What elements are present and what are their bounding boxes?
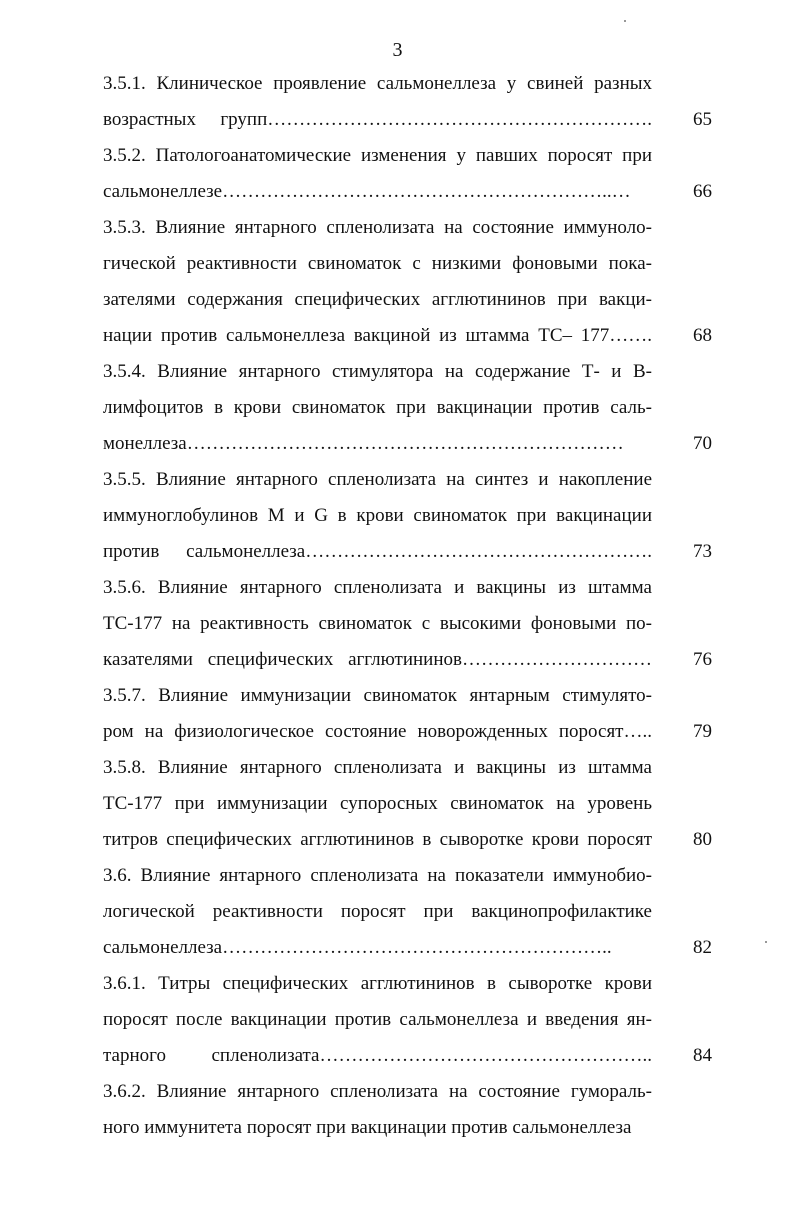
toc-page-ref <box>672 354 712 390</box>
toc-line-text: ром на физиологическое состояние новорожденных поросят….. <box>103 721 652 742</box>
toc-line-text: казателями специфических агглютининов………………………… <box>103 649 652 670</box>
toc-page-ref: 65 <box>693 109 712 130</box>
toc-page-ref: 80 <box>693 829 712 850</box>
toc-page-ref <box>672 966 712 1002</box>
toc-page-ref <box>672 678 712 714</box>
toc-line <box>0 1074 795 1110</box>
toc-page-ref: 68 <box>693 325 712 346</box>
toc-line-text: нации против сальмонеллеза вакциной из штамма ТС– 177……. <box>103 325 652 346</box>
toc-page-ref <box>672 282 712 318</box>
toc-line <box>0 534 795 570</box>
toc-page-ref: 70 <box>693 433 712 454</box>
toc-line-text: логической реактивности поросят при вакцинопрофилактике <box>103 901 652 922</box>
toc-page-ref <box>672 462 712 498</box>
toc-line-text: сальмонеллезе……………………………………………………..… <box>103 181 631 202</box>
scan-speck <box>765 941 767 943</box>
toc-line <box>0 66 795 102</box>
toc-line-text: 3.5.7. Влияние иммунизации свиноматок янтарным стимулято- <box>103 685 652 706</box>
toc-line-text: поросят после вакцинации против сальмонеллеза и введения ян- <box>103 1009 652 1030</box>
toc-line-text: 3.6. Влияние янтарного спленолизата на показатели иммунобио- <box>103 865 652 886</box>
toc-line-text: ТС-177 при иммунизации супоросных свиноматок на уровень <box>103 793 652 814</box>
toc-page-ref <box>672 1074 712 1110</box>
toc-line <box>0 1110 795 1146</box>
toc-line <box>0 1038 795 1074</box>
toc-line <box>0 282 795 318</box>
toc-line <box>0 894 795 930</box>
toc-line-text: 3.5.5. Влияние янтарного спленолизата на синтез и накопление <box>103 469 652 490</box>
toc-page-ref: 66 <box>693 181 712 202</box>
toc-line <box>0 210 795 246</box>
toc-page-ref: 79 <box>693 721 712 742</box>
toc-line-text: лимфоцитов в крови свиноматок при вакцинации против саль- <box>103 397 652 418</box>
toc-line-text: тарного спленолизата…………………………………………….. <box>103 1045 652 1066</box>
toc-page-ref: 73 <box>693 541 712 562</box>
toc-line-text: иммуноглобулинов М и G в крови свиноматок при вакцинации <box>103 505 652 526</box>
toc-line <box>0 714 795 750</box>
toc-line-text: 3.5.8. Влияние янтарного спленолизата и вакцины из штамма <box>103 757 652 778</box>
toc-page-ref <box>672 786 712 822</box>
toc-page-ref: 76 <box>693 649 712 670</box>
toc-line <box>0 570 795 606</box>
toc-line <box>0 858 795 894</box>
toc-page-ref <box>672 498 712 534</box>
toc-page-ref: 84 <box>693 1045 712 1066</box>
toc-line-text: титров специфических агглютининов в сыворотке крови поросят <box>103 829 652 850</box>
page-number: 3 <box>392 39 403 61</box>
toc-line <box>0 138 795 174</box>
toc-line-text: зателями содержания специфических агглютининов при вакци- <box>103 289 652 310</box>
toc-page-ref <box>672 246 712 282</box>
toc-line <box>0 246 795 282</box>
toc-line <box>0 498 795 534</box>
toc-line <box>0 174 795 210</box>
scan-speck <box>624 20 626 22</box>
toc-line <box>0 606 795 642</box>
toc-page-ref <box>672 606 712 642</box>
toc-line <box>0 354 795 390</box>
toc-page-ref <box>672 390 712 426</box>
toc-line <box>0 390 795 426</box>
toc-line-text: 3.5.6. Влияние янтарного спленолизата и вакцины из штамма <box>103 577 652 598</box>
toc-page-ref <box>672 1110 712 1146</box>
toc-line <box>0 318 795 354</box>
toc-line-text: сальмонеллеза…………………………………………………….. <box>103 937 612 958</box>
toc-line <box>0 678 795 714</box>
toc-line <box>0 642 795 678</box>
toc-line <box>0 1002 795 1038</box>
toc-line-text: гической реактивности свиноматок с низкими фоновыми пока- <box>103 253 652 274</box>
toc-line-text: возрастных групп……………………………………………………. <box>103 109 652 130</box>
toc-page-ref <box>672 894 712 930</box>
toc-page-ref <box>672 858 712 894</box>
toc-page-ref <box>672 570 712 606</box>
toc-page-ref <box>672 138 712 174</box>
toc-line <box>0 426 795 462</box>
toc-line-text: 3.5.2. Патологоанатомические изменения у павших поросят при <box>103 145 652 166</box>
toc-page-ref <box>672 1002 712 1038</box>
toc-line <box>0 462 795 498</box>
toc-line <box>0 930 795 966</box>
toc-line <box>0 786 795 822</box>
table-of-contents <box>0 66 795 1146</box>
toc-line-text: 3.6.2. Влияние янтарного спленолизата на состояние гумораль- <box>103 1081 652 1102</box>
toc-page-ref <box>672 750 712 786</box>
toc-line <box>0 822 795 858</box>
toc-page-ref <box>672 66 712 102</box>
toc-line-text: ТС-177 на реактивность свиноматок с высокими фоновыми по- <box>103 613 652 634</box>
toc-line-text: 3.5.4. Влияние янтарного стимулятора на содержание Т- и В- <box>103 361 652 382</box>
toc-line-text: 3.5.1. Клиническое проявление сальмонеллеза у свиней разных <box>103 73 652 94</box>
toc-line-text: монеллеза…………………………………………………………… <box>103 433 624 454</box>
toc-line-text: 3.5.3. Влияние янтарного спленолизата на состояние иммуноло- <box>103 217 652 238</box>
toc-line <box>0 750 795 786</box>
toc-page-ref: 82 <box>693 937 712 958</box>
toc-line-text: 3.6.1. Титры специфических агглютининов в сыворотке крови <box>103 973 652 994</box>
toc-line-text: ного иммунитета поросят при вакцинации против сальмонеллеза <box>103 1117 632 1138</box>
toc-line <box>0 966 795 1002</box>
toc-page-ref <box>672 210 712 246</box>
toc-line <box>0 102 795 138</box>
toc-line-text: против сальмонеллеза………………………………………………. <box>103 541 652 562</box>
